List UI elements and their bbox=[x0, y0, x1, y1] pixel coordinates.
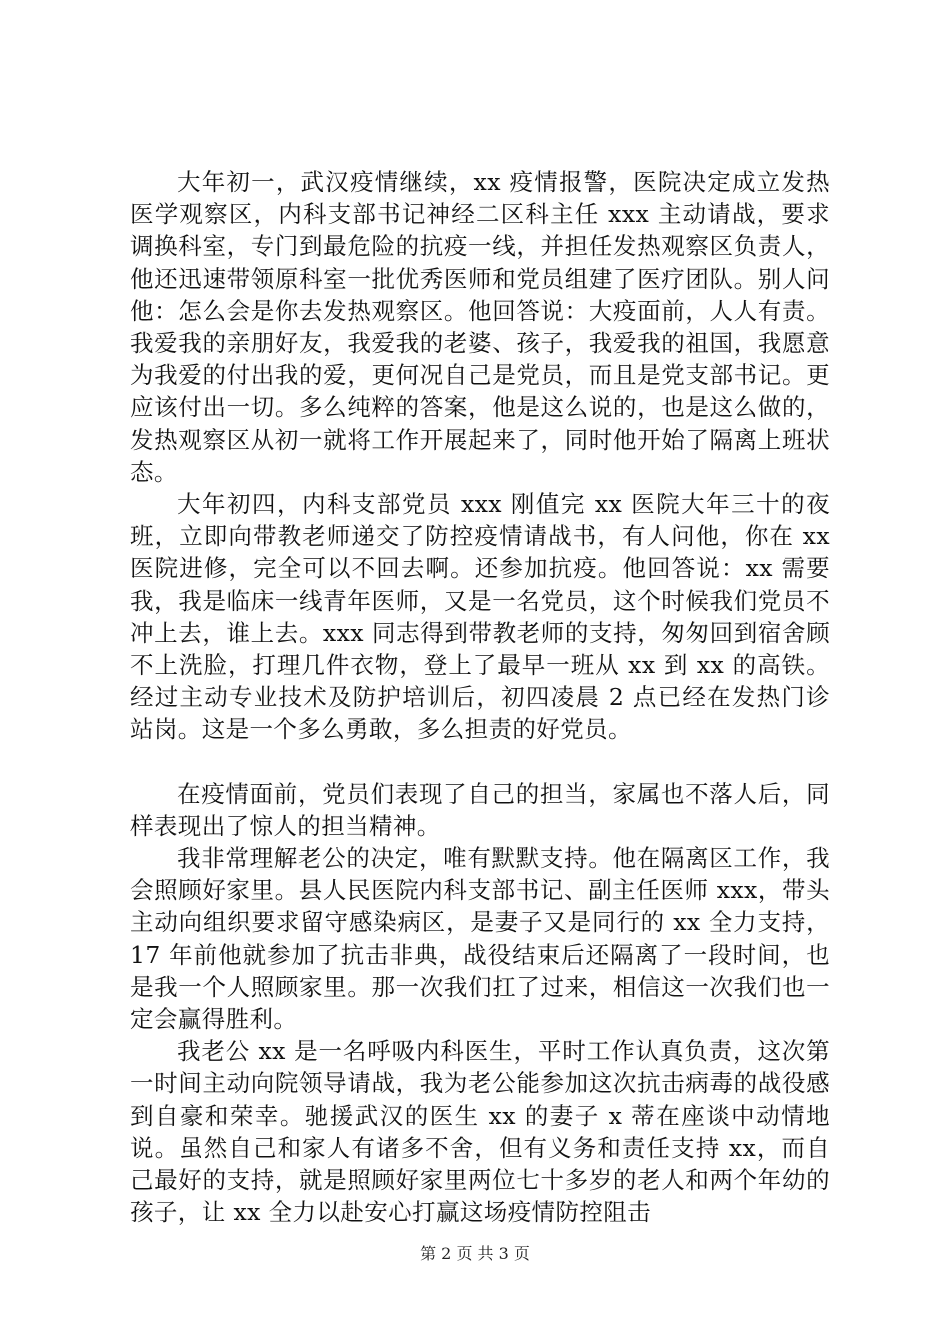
paragraph: 我非常理解老公的决定，唯有默默支持。他在隔离区工作，我会照顾好家里。县人民医院内科支部书记、副主任医师 xxx，带头主动向组织要求留守感染病区，是妻子又是同行的 xx 全力支持，17 年前他就参加了抗击非典，战役结束后还隔离了一段时间，也是我一个人照顾家里。那一次我们扛了过来，相信这一次我们也一定会赢得胜利。 bbox=[130, 844, 830, 1034]
paragraph: 我老公 xx 是一名呼吸内科医生，平时工作认真负责，这次第一时间主动向院领导请战，我为老公能参加这次抗击病毒的战役感到自豪和荣幸。驰援武汉的医生 xx 的妻子 x 蒂在座谈中动情地说。虽然自己和家人有诸多不舍，但有义务和责任支持 xx，而自己最好的支持，就是照顾好家里两位七十多岁的老人和两个年幼的孩子，让 xx 全力以赴安心打赢这场疫情防控阻击 bbox=[130, 1037, 830, 1227]
document-body bbox=[130, 166, 830, 1229]
paragraph: 大年初一，武汉疫情继续，xx 疫情报警，医院决定成立发热医学观察区，内科支部书记神经二区科主任 xxx 主动请战，要求调换科室，专门到最危险的抗疫一线，并担任发热观察区负责人，他还迅速带领原科室一批优秀医师和党员组建了医疗团队。别人问他：怎么会是你去发热观察区。他回答说：大疫面前，人人有责。我爱我的亲朋好友，我爱我的老婆、孩子，我爱我的祖国，我愿意为我爱的付出我的爱，更何况自己是党员，而且是党支部书记。更应该付出一切。多么纯粹的答案，他是这么说的，也是这么做的，发热观察区从初一就将工作开展起来了，同时他开始了隔离上班状态。 bbox=[130, 168, 830, 486]
paragraph-spacer bbox=[130, 746, 830, 778]
page-footer: 第 2 页 共 3 页 bbox=[420, 1244, 530, 1263]
paragraph: 大年初四，内科支部党员 xxx 刚值完 xx 医院大年三十的夜班，立即向带教老师递交了防控疫情请战书，有人问他，你在 xx 医院进修，完全可以不回去啊。还参加抗疫。他回答说：xx 需要我，我是临床一线青年医师，又是一名党员，这个时候我们党员不冲上去，谁上去。xxx 同志得到带教老师的支持，匆匆回到宿舍顾不上洗脸，打理几件衣物，登上了最早一班从 xx 到 xx 的高铁。经过主动专业技术及防护培训后，初四凌晨 2 点已经在发热门诊站岗。这是一个多么勇敢，多么担责的好党员。 bbox=[130, 490, 830, 744]
paragraph: 在疫情面前，党员们表现了自己的担当，家属也不落人后，同样表现出了惊人的担当精神。 bbox=[130, 779, 830, 840]
